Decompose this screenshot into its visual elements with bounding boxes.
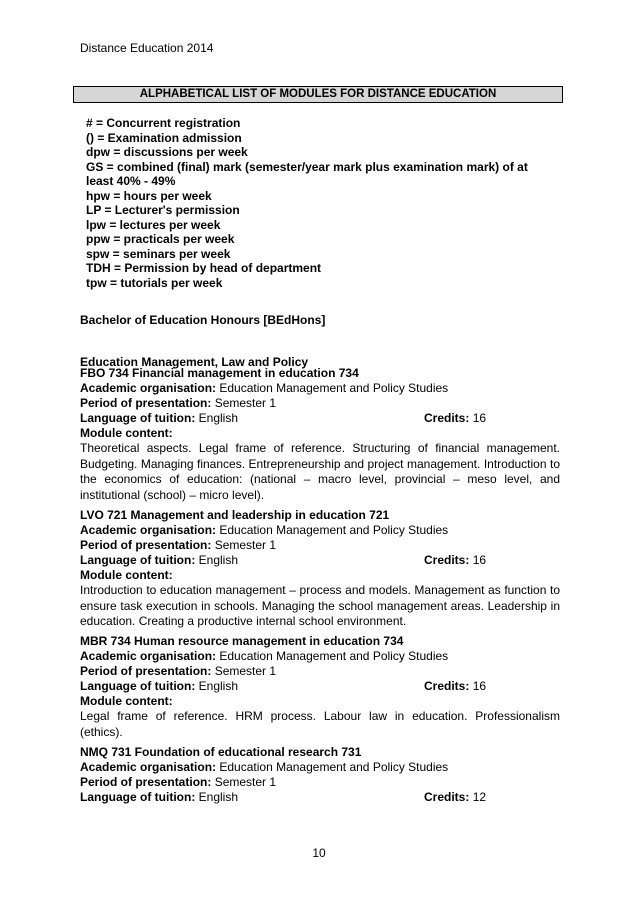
legend-item: GS = combined (final) mark (semester/year mark plus examination mark) of at	[86, 159, 528, 174]
module-entry	[80, 366, 560, 503]
legend-item: ppw = practicals per week	[86, 232, 235, 246]
period-label: Period of presentation:	[80, 775, 212, 789]
module-credits	[424, 790, 486, 805]
legend-item: lpw = lectures per week	[86, 217, 221, 232]
org-value: Education Management and Policy Studies	[219, 523, 449, 537]
credits-label: Credits:	[424, 411, 470, 425]
period-value: Semester 1	[214, 775, 277, 789]
period-label: Period of presentation:	[80, 538, 212, 552]
module-title: NMQ 731 Foundation of educational research 731	[80, 745, 362, 759]
module-period	[80, 538, 560, 553]
legend-item: LP = Lecturer's permission	[86, 203, 240, 217]
legend-item: least 40% - 49%	[86, 174, 176, 188]
legend-item: TDH = Permission by head of department	[86, 261, 322, 275]
module-language	[80, 790, 560, 805]
org-label: Academic organisation:	[80, 760, 217, 774]
lang-label: Language of tuition:	[80, 411, 196, 425]
period-value: Semester 1	[214, 664, 277, 678]
credits-label: Credits:	[424, 553, 470, 567]
period-value: Semester 1	[214, 396, 277, 410]
module-title: MBR 734 Human resource management in education 734	[80, 634, 404, 648]
legend-item: hpw = hours per week	[86, 188, 212, 203]
module-content: Theoretical aspects. Legal frame of reference. Structuring of financial management. Budgeting. Managing finances. Entrepreneurship and project management. Introduction to the economics of education: (national – macro level, provincial – meso level, and institutional (school) – micro level).	[80, 441, 560, 502]
page-number: 10	[312, 846, 326, 860]
module-credits	[424, 679, 486, 694]
module-org	[80, 649, 560, 664]
legend-item: tpw = tutorials per week	[86, 275, 223, 290]
module-title: FBO 734 Financial management in education 734	[80, 366, 359, 380]
lang-label: Language of tuition:	[80, 679, 196, 693]
lang-label: Language of tuition:	[80, 790, 196, 804]
section-heading: Education Management, Law and Policy	[80, 355, 309, 369]
module-credits	[424, 553, 486, 568]
legend-item: # = Concurrent registration	[86, 116, 241, 130]
content-label: Module content:	[80, 694, 173, 708]
module-entry	[80, 745, 560, 805]
lang-value: English	[198, 553, 239, 567]
credits-value: 16	[472, 679, 487, 693]
module-language	[80, 553, 560, 568]
legend-item: spw = seminars per week	[86, 246, 231, 261]
running-header: Distance Education 2014	[80, 41, 214, 55]
credits-label: Credits:	[424, 790, 470, 804]
period-label: Period of presentation:	[80, 664, 212, 678]
org-value: Education Management and Policy Studies	[219, 649, 449, 663]
lang-value: English	[198, 790, 239, 804]
module-language	[80, 679, 560, 694]
module-org	[80, 381, 560, 396]
period-value: Semester 1	[214, 538, 277, 552]
credits-value: 16	[472, 411, 487, 425]
module-period	[80, 775, 560, 790]
org-label: Academic organisation:	[80, 523, 217, 537]
module-content: Introduction to education management – process and models. Management as function to ensure task execution in schools. Managing the school management areas. Leadership in education. Creating a productive internal school environment.	[80, 583, 560, 628]
lang-label: Language of tuition:	[80, 553, 196, 567]
credits-value: 16	[472, 553, 487, 567]
org-label: Academic organisation:	[80, 381, 217, 395]
module-title: LVO 721 Management and leadership in education 721	[80, 508, 390, 522]
lang-value: English	[198, 411, 239, 425]
module-org	[80, 523, 560, 538]
page-title: ALPHABETICAL LIST OF MODULES FOR DISTANCE EDUCATION	[73, 86, 563, 103]
lang-value: English	[198, 679, 239, 693]
module-entry	[80, 634, 560, 740]
credits-value: 12	[472, 790, 487, 804]
degree-heading: Bachelor of Education Honours [BEdHons]	[80, 313, 326, 327]
module-period	[80, 664, 560, 679]
module-credits	[424, 411, 486, 426]
content-label: Module content:	[80, 568, 173, 582]
module-org	[80, 760, 560, 775]
org-label: Academic organisation:	[80, 649, 217, 663]
legend-item: dpw = discussions per week	[86, 145, 248, 159]
period-label: Period of presentation:	[80, 396, 212, 410]
module-entry	[80, 508, 560, 630]
content-label: Module content:	[80, 426, 173, 440]
org-value: Education Management and Policy Studies	[219, 760, 449, 774]
module-period	[80, 396, 560, 411]
legend-item: () = Examination admission	[86, 130, 242, 145]
module-content: Legal frame of reference. HRM process. Labour law in education. Professionalism (ethics).	[80, 709, 560, 739]
module-language	[80, 411, 560, 426]
org-value: Education Management and Policy Studies	[219, 381, 449, 395]
credits-label: Credits:	[424, 679, 470, 693]
abbreviation-legend	[86, 116, 546, 290]
